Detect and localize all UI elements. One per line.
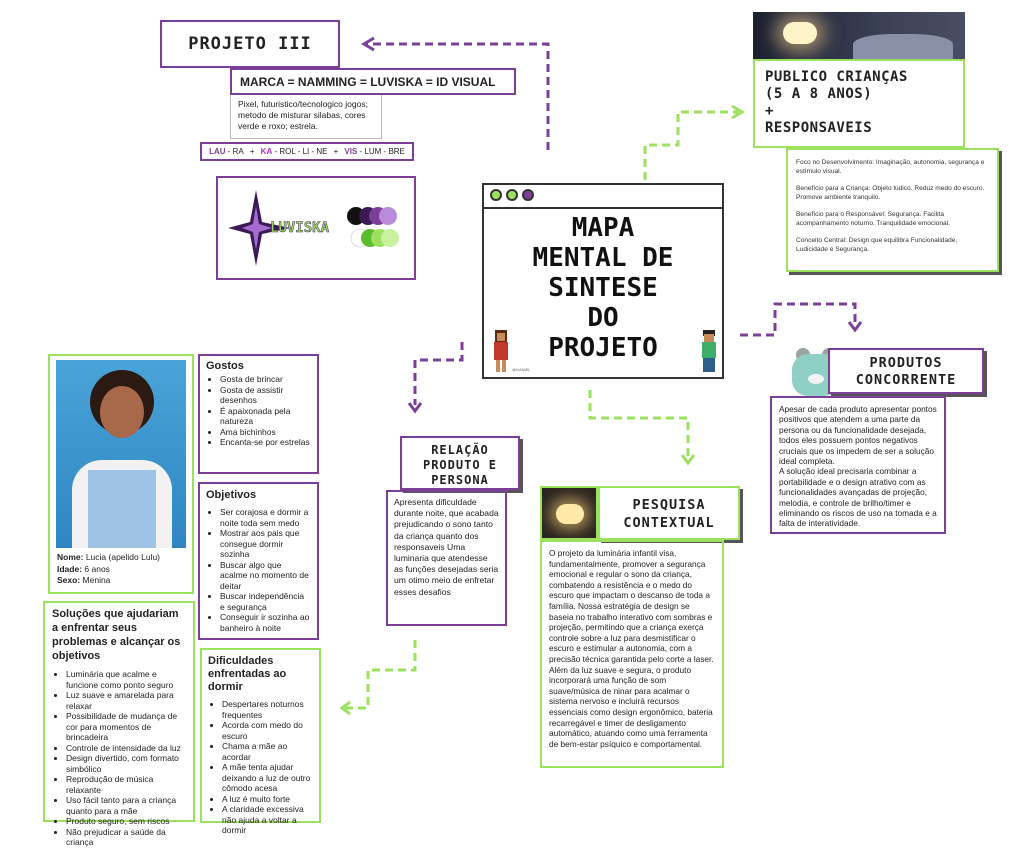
logo-wordmark: LUVISKA bbox=[270, 220, 330, 236]
pesquisa-image bbox=[540, 486, 598, 540]
center-credit: @DANIEL bbox=[512, 367, 531, 372]
center-window bbox=[482, 183, 724, 379]
publico-item: Benefício para a Criança: Objeto lúdico. Reduz medo do escuro. Promove ambiente tranquilo. bbox=[796, 185, 985, 201]
objetivos-list bbox=[206, 507, 311, 633]
center-title-line: PROJETO bbox=[548, 333, 658, 363]
connector-solucoes bbox=[345, 640, 415, 708]
objetivos-title: Objetivos bbox=[206, 489, 257, 501]
persona-photo bbox=[56, 360, 186, 548]
list-item: • Gosta de brincar bbox=[220, 374, 311, 385]
arrowhead-produtos bbox=[849, 322, 861, 330]
list-item: • Despertares noturnos frequentes bbox=[222, 699, 313, 720]
syllable-lau: LAU - RA bbox=[209, 147, 244, 156]
list-item: • Buscar algo que acalme no momento de deitar bbox=[220, 560, 311, 592]
list-item: • Luminária que acalme e funcione como ponto seguro bbox=[66, 669, 186, 690]
persona-info: Nome: Lucia (apelido Lulu) Idade: 6 anos Sexo: Menina bbox=[57, 552, 161, 585]
bedroom-image bbox=[753, 12, 965, 59]
publico-title: PUBLICO CRIANÇAS (5 A 8 ANOS) + RESPONSAVEIS bbox=[765, 69, 908, 136]
publico-item: Foco no Desenvolvimento: Imaginação, autonomia, segurança e estímulo visual. bbox=[796, 159, 985, 175]
gostos-box bbox=[198, 354, 319, 474]
list-item: • Reprodução de música relaxante bbox=[66, 774, 186, 795]
marca-label: MARCA = NAMMING = LUVISKA = ID VISUAL bbox=[240, 74, 496, 89]
persona-sex: Menina bbox=[82, 575, 111, 585]
relacao-title-box: RELAÇÃO PRODUTO E PERSONA bbox=[400, 436, 520, 490]
publico-details bbox=[786, 148, 999, 272]
produtos-text-2: A solução ideal precisaria combinar a portabilidade e o design atrativo com as funcionalidades avançadas de projeção, melodia, e controle de brilho/timer e eliminando os riscos de uso na tomada e a falta de interatividade. bbox=[779, 466, 937, 529]
palette-icon bbox=[347, 207, 399, 247]
projeto-desc-box bbox=[230, 95, 382, 139]
dificuldades-list bbox=[208, 699, 313, 836]
list-item: • Uso fácil tanto para a criança quanto para a mãe bbox=[66, 795, 186, 816]
list-item: • Buscar independência e segurança bbox=[220, 591, 311, 612]
solucoes-list bbox=[52, 669, 186, 848]
window-titlebar bbox=[484, 185, 722, 209]
syllable-vis: VIS - LUM - BRE bbox=[344, 147, 405, 156]
marca-box bbox=[230, 68, 516, 95]
publico-item: Benefício para o Responsável: Segurança. Facilita acompanhamento noturno. Tranquilidade emocional. bbox=[796, 211, 950, 227]
persona-name: Lucia (apelido Lulu) bbox=[85, 552, 161, 562]
syllables-box bbox=[200, 142, 414, 161]
dificuldades-box bbox=[200, 648, 321, 835]
luviska-logo bbox=[218, 178, 414, 278]
center-title-line: SINTESE bbox=[548, 273, 658, 303]
relacao-text: Apresenta dificuldade durante noite, que acabada prejudicando o sono tanto da criança quanto dos responsaveis Uma luminaria que atendesse as funções desejadas seria um otimo meio de enfretar esses desafios bbox=[394, 497, 499, 597]
center-title-line: MENTAL DE bbox=[532, 243, 674, 273]
persona-card bbox=[48, 354, 194, 594]
plus-sign: + bbox=[333, 147, 339, 156]
produtos-text-box bbox=[770, 396, 946, 534]
window-dot-green-icon bbox=[490, 189, 502, 201]
plus-sign: + bbox=[249, 147, 255, 156]
relacao-text-box bbox=[386, 490, 507, 626]
produtos-text-1: Apesar de cada produto apresentar pontos positivos que atendem a uma parte da persona ou da funcionalidade desejada, todos eles possuem pontos negativos cruciais que os impedem de ser a solução ideal completa. bbox=[779, 404, 937, 467]
list-item: • Ser corajosa e dormir a noite toda sem medo bbox=[220, 507, 311, 528]
connector-pesquisa bbox=[590, 390, 688, 460]
list-item: • Chama a mãe ao acordar bbox=[222, 741, 313, 762]
list-item: • A claridade excessiva não ajuda a voltar a dormir bbox=[222, 804, 313, 836]
pesquisa-text-box bbox=[540, 540, 724, 768]
center-title-line: MAPA bbox=[571, 213, 635, 243]
gostos-list bbox=[206, 374, 311, 448]
list-item: • Luz suave e amarelada para relaxar bbox=[66, 690, 186, 711]
connector-projeto bbox=[366, 44, 548, 150]
arrowhead-pesquisa bbox=[682, 455, 694, 463]
list-item: • Conseguir ir sozinha ao banheiro à noite bbox=[220, 612, 311, 633]
syllable-ka: KA - ROL - LI - NE bbox=[260, 147, 328, 156]
gostos-title: Gostos bbox=[206, 360, 244, 372]
list-item: • Gosta de assistir desenhos bbox=[220, 385, 311, 406]
produtos-title-box: PRODUTOS CONCORRENTE bbox=[828, 348, 984, 394]
list-item: • Controle de intensidade da luz bbox=[66, 743, 186, 754]
pixel-boy-icon bbox=[698, 330, 720, 374]
window-dot-purple-icon bbox=[522, 189, 534, 201]
list-item: • Possibilidade de mudança de cor para momentos de brincadeira bbox=[66, 711, 186, 743]
dificuldades-title: Dificuldades enfrentadas ao dormir bbox=[208, 655, 287, 693]
list-item: • Acorda com medo do escuro bbox=[222, 720, 313, 741]
list-item: • Ama bichinhos bbox=[220, 427, 311, 438]
projeto-desc: Pixel, futuristico/tecnologico jogos; metodo de misturar silabas, cores verde e roxo; estrela. bbox=[238, 99, 368, 131]
list-item: • A mãe tenta ajudar deixando a luz de outro cômodo acesa bbox=[222, 762, 313, 794]
list-item: • Mostrar aos pais que consegue dormir sozinha bbox=[220, 528, 311, 560]
list-item: • A luz é muito forte bbox=[222, 794, 313, 805]
cloud-lamp-icon bbox=[783, 22, 817, 44]
list-item: • Encanta-se por estrelas bbox=[220, 437, 311, 448]
publico-item: Conceito Central: Design que equilibra Funcionalidade, Ludicidade e Segurança. bbox=[796, 237, 958, 253]
arrowhead-projeto bbox=[364, 38, 374, 50]
connector-publico bbox=[645, 112, 738, 180]
connector-relacao bbox=[415, 342, 462, 405]
sleeping-child-icon bbox=[853, 34, 953, 59]
center-title bbox=[484, 213, 722, 363]
pixel-girl-icon bbox=[490, 330, 512, 374]
publico-title-box bbox=[753, 59, 965, 148]
connector-produtos bbox=[740, 304, 855, 335]
objetivos-box bbox=[198, 482, 319, 640]
list-item: • É apaixonada pela natureza bbox=[220, 406, 311, 427]
persona-age: 6 anos bbox=[84, 563, 110, 574]
logo-box bbox=[216, 176, 416, 280]
solucoes-title: Soluções que ajudariam a enfrentar seus problemas e alcançar os objetivos bbox=[52, 608, 181, 662]
projeto-title-box bbox=[160, 20, 340, 68]
list-item: • Produto seguro, sem riscos bbox=[66, 816, 186, 827]
lamp-icon bbox=[556, 504, 584, 524]
list-item: • Não prejudicar a saúde da criança bbox=[66, 827, 186, 848]
projeto-title: PROJETO III bbox=[188, 34, 312, 54]
center-title-line: DO bbox=[587, 303, 619, 333]
pesquisa-title-box: PESQUISA CONTEXTUAL bbox=[598, 486, 740, 540]
window-dot-green-icon bbox=[506, 189, 518, 201]
list-item: • Design divertido, com formato simbólico bbox=[66, 753, 186, 774]
solucoes-box bbox=[43, 601, 195, 847]
pesquisa-text: O projeto da luminária infantil visa, fundamentalmente, promover a segurança emocional e regular o sono da criança, combatendo a resistência e o medo do escuro que impactam o descanso de toda a família. Nossa estratégia de design se baseia no trabalho interativo com sombras e projeção, permitindo que a criança exerça controle sobre a luz para desmistificar o escuro e estimular a autonomia, com a precisão técnica garantida pelo corte a laser. Além da luz suave e segura, o produto incorporará uma função de som suave/música de ninar para acalmar o sistema nervoso e incluirá recursos essenciais como design ergonômico, bateria recarregável e timer de desligamento automático, atuando como uma ferramenta de bem-estar psíquico e comportamental. bbox=[549, 548, 714, 749]
